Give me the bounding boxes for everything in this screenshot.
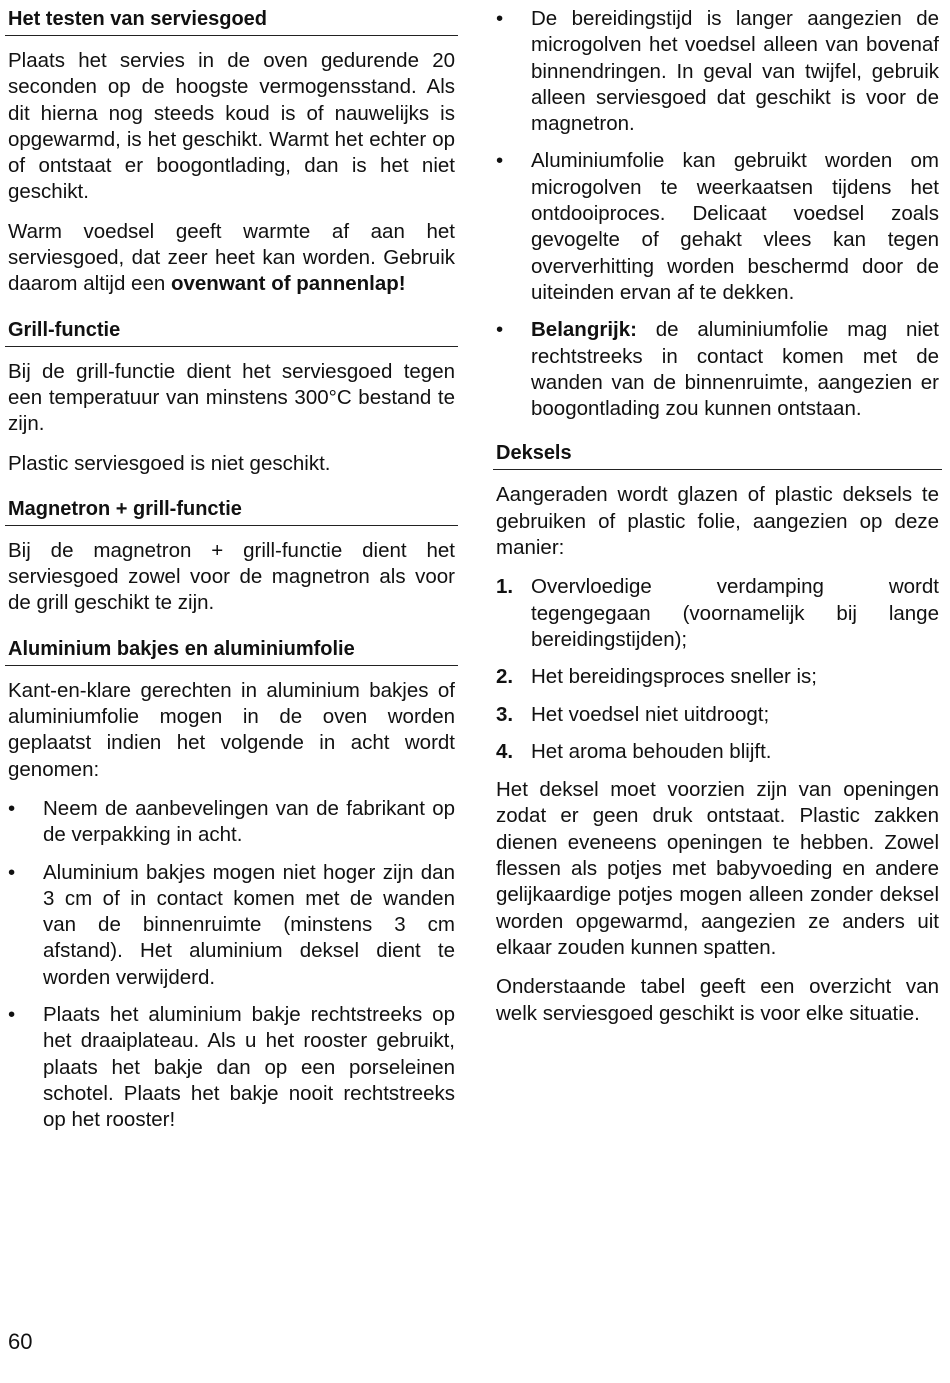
bullet-icon: • [8, 796, 16, 820]
bullet-icon: • [496, 7, 504, 30]
item-number: 1. [496, 575, 514, 599]
numbered-item-text: Het bereidingsproces sneller is; [531, 665, 817, 689]
item-number: 3. [496, 702, 514, 726]
important-text: de aluminiumfolie mag niet rechtstreeks in contact komen met de wanden van de binnenruimte, aangezien er boogontlading zou kunnen ontstaan. [531, 318, 939, 421]
numbered-list [493, 574, 942, 765]
paragraph-table-intro: Onderstaande tabel geeft een overzicht van welk serviesgoed geschikt is voor elke situatie. [496, 975, 939, 1025]
numbered-item-text: Het voedsel niet uitdroogt; [531, 702, 770, 726]
numbered-item [496, 739, 939, 765]
list-item [496, 6, 939, 137]
list-item-text: Aluminiumfolie kan gebruikt worden om microgolven te weerkaatsen tijdens het ontdooiproces. Delicaat voedsel zoals gevogelte of gehakt vlees kan tegen oververhitting worden beschermd door de uiteinden ervan af te dekken. [531, 149, 939, 304]
paragraph-aluminium: Kant-en-klare gerechten in aluminium bakjes of aluminiumfolie mogen in de oven worden geplaatst indien het volgende in acht wordt genomen: [8, 678, 455, 781]
bullet-icon: • [8, 1003, 16, 1027]
right-column [493, 0, 942, 1040]
aluminium-bullet-list [5, 796, 458, 1134]
list-item [496, 148, 939, 306]
numbered-item [496, 664, 939, 690]
list-item-text: Neem de aanbevelingen van de fabrikant op de verpakking in acht. [43, 796, 455, 847]
list-item-text: Plaats het aluminium bakje rechtstreeks op het draaiplateau. Als u het rooster gebruikt, plaats het bakje dan op een porseleinen schotel. Plaats het bakje nooit rechtstreeks op het rooster! [43, 1003, 455, 1132]
numbered-item-text: Overvloedige verdamping wordt tegengegaan (voornamelijk bij lange bereidingstijden); [531, 575, 939, 651]
paragraph-testing: Plaats het servies in de oven gedurende 20 seconden op de hoogste vermogensstand. Als dit hierna nog steeds koud is of nauwelijks is opgewarmd, is het geschikt. Warmt het echter op of ontstaat er boogontlading, dan is het niet geschikt. [8, 49, 455, 204]
list-item-text: De bereidingstijd is langer aangezien de microgolven het voedsel alleen van bovenaf binnendringen. In geval van twijfel, gebruik alleen serviesgoed dat geschikt is voor de magnetron. [531, 7, 939, 136]
section-heading-grill: Grill-functie [5, 311, 458, 347]
warning-emphasis: ovenwant of pannenlap! [170, 272, 406, 296]
paragraph-grill: Bij de grill-functie dient het serviesgoed tegen een temperatuur van minstens 300°C bestand te zijn. [8, 359, 455, 436]
page-number: 60 [8, 1329, 33, 1354]
paragraph-lids: Aangeraden wordt glazen of plastic deksels te gebruiken of plastic folie, aangezien op deze manier: [496, 483, 939, 560]
important-label: Belangrijk: [531, 318, 637, 342]
paragraph-plastic: Plastic serviesgoed is niet geschikt. [8, 451, 331, 475]
left-column [5, 0, 458, 1146]
section-heading-aluminium: Aluminium bakjes en aluminiumfolie [5, 630, 458, 666]
section-heading-testing: Het testen van serviesgoed [5, 0, 458, 36]
list-item-text [531, 317, 939, 422]
list-item [8, 796, 455, 849]
numbered-item [496, 574, 939, 653]
bullet-icon: • [496, 149, 504, 173]
paragraph-lid-openings: Het deksel moet voorzien zijn van openingen zodat er geen druk ontstaat. Plastic zakken dienen eveneens openingen te hebben. Zowel flessen als potjes met babyvoeding en andere gelijkaardige potjes mogen alleen zonder deksel worden opgewarmd, aangezien ze anders uit elkaar zouden kunnen spatten. [496, 778, 939, 959]
list-item [496, 317, 939, 422]
numbered-item-text: Het aroma behouden blijft. [531, 739, 772, 763]
list-item [8, 1002, 455, 1133]
section-heading-lids: Deksels [493, 434, 942, 470]
paragraph-microwave-grill: Bij de magnetron + grill-functie dient het serviesgoed zowel voor de magnetron als voor de grill geschikt te zijn. [8, 538, 455, 615]
numbered-item [496, 702, 939, 728]
item-number: 2. [496, 665, 514, 689]
list-item-text: Aluminium bakjes mogen niet hoger zijn dan 3 cm of in contact komen met de wanden van de binnenruimte (minstens 3 cm afstand). Het aluminium deksel dient te worden verwijderd. [43, 860, 455, 989]
item-number: 4. [496, 739, 514, 763]
bullet-icon: • [496, 318, 504, 342]
paragraph-warning [5, 219, 458, 298]
aluminium-bullet-list-continued [493, 0, 942, 422]
section-heading-microwave-grill: Magnetron + grill-functie [5, 490, 458, 526]
warning-text: Warm voedsel geeft warmte af aan het serviesgoed, dat zeer heet kan worden. Gebruik daarom altijd een [8, 219, 455, 296]
bullet-icon: • [8, 860, 16, 884]
list-item [8, 860, 455, 991]
